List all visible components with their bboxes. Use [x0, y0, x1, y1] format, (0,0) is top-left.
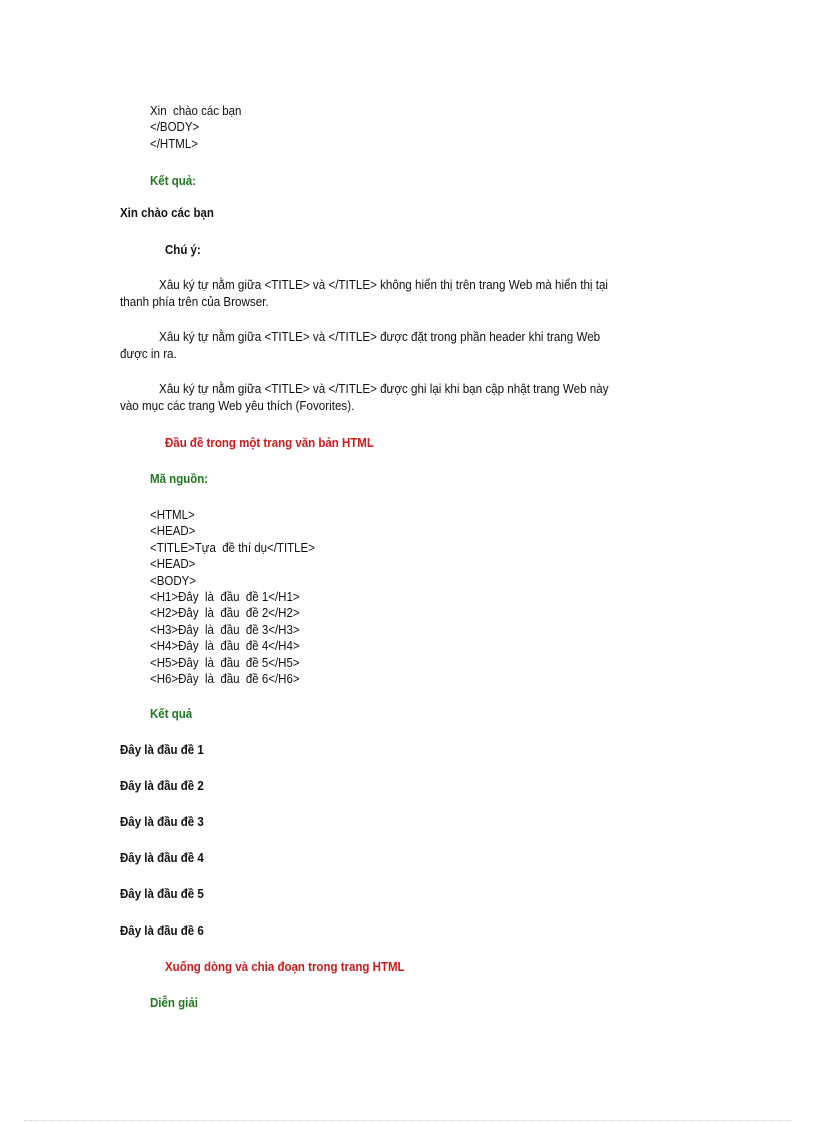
explanation-label: Diễn giải	[150, 996, 198, 1010]
heading-output-6: Đây là đầu đề 6	[120, 924, 204, 938]
note-paragraph	[120, 277, 678, 310]
note-paragraph	[120, 381, 678, 414]
note-paragraph-line: vào mục các trang Web yêu thích (Fovorites).	[120, 398, 355, 413]
code-line: <H3>Đây là đầu đề 3</H3>	[150, 622, 300, 637]
source-code-block	[150, 507, 315, 687]
code-line: <TITLE>Tựa đề thí dụ</TITLE>	[150, 540, 315, 555]
code-line: <HEAD>	[150, 524, 196, 539]
code-line: </BODY>	[150, 120, 200, 135]
code-line: <H2>Đây là đầu đề 2</H2>	[150, 606, 300, 621]
code-line: </HTML>	[150, 136, 198, 151]
result-label: Kết quả:	[150, 174, 196, 188]
note-paragraph	[120, 329, 678, 362]
code-line: <H4>Đây là đầu đề 4</H4>	[150, 639, 300, 654]
code-line: Xin chào các bạn	[150, 104, 242, 118]
result-label: Kết quả	[150, 707, 193, 721]
top-code-block	[150, 103, 241, 152]
note-label: Chú ý:	[165, 243, 201, 257]
code-line: <H5>Đây là đầu đề 5</H5>	[150, 655, 300, 670]
note-paragraph-line: Xâu ký tự nằm giữa <TITLE> và </TITLE> được ghi lại khi bạn cập nhật trang Web này	[159, 382, 609, 396]
note-paragraph-line: Xâu ký tự nằm giữa <TITLE> và </TITLE> được đặt trong phần header khi trang Web	[159, 330, 601, 344]
page-bottom-divider	[24, 1120, 792, 1121]
note-paragraph-line: Xâu ký tự nằm giữa <TITLE> và </TITLE> không hiển thị trên trang Web mà hiển thị tại	[159, 278, 609, 292]
code-line: <BODY>	[150, 573, 197, 588]
code-line: <H1>Đây là đầu đề 1</H1>	[150, 590, 300, 605]
code-line: <HTML>	[150, 508, 195, 522]
heading-output-3: Đây là đầu đề 3	[120, 815, 204, 829]
code-line: <H6>Đây là đầu đề 6</H6>	[150, 672, 300, 687]
note-paragraph-line: được in ra.	[120, 346, 177, 361]
note-paragraph-line: thanh phía trên của Browser.	[120, 294, 269, 309]
heading-output-4: Đây là đầu đề 4	[120, 851, 204, 865]
code-line: <HEAD>	[150, 557, 196, 572]
section-title: Đầu đề trong một trang văn bản HTML	[165, 436, 374, 450]
heading-output-2: Đây là đầu đề 2	[120, 779, 204, 793]
heading-output-5: Đây là đầu đề 5	[120, 887, 204, 901]
heading-output-1: Đây là đầu đề 1	[120, 743, 204, 757]
source-label: Mã nguồn:	[150, 472, 209, 486]
result-output: Xin chào các bạn	[120, 206, 214, 220]
section-title: Xuống dòng và chia đoạn trong trang HTML	[165, 960, 405, 974]
